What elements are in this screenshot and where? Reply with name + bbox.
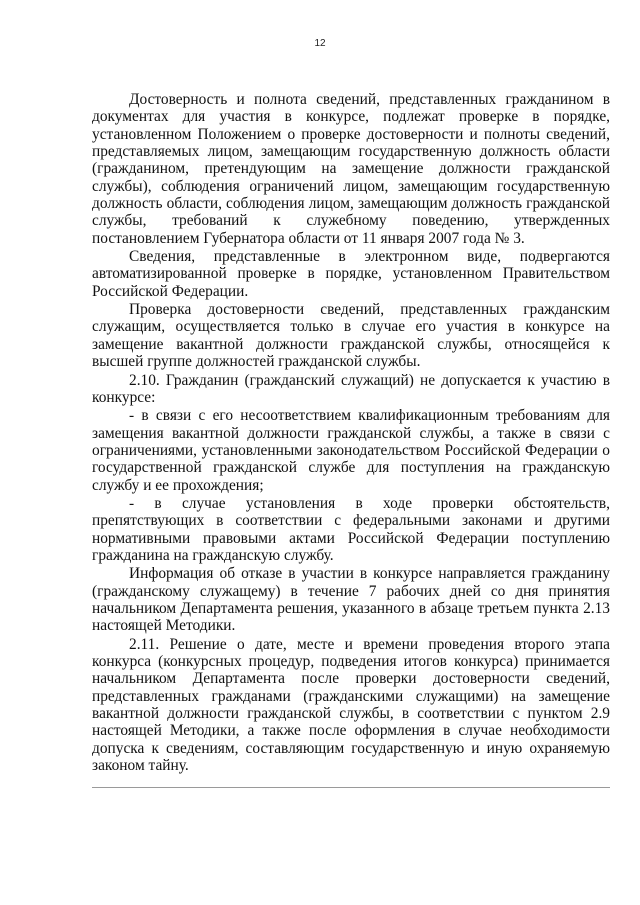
paragraph: Информация об отказе в участии в конкурсе направляется гражданину (гражданскому служащему) в течение 7 рабочих дней со дня принятия начальником Департамента решения, указанного в абзаце третьем пункта 2.13 настоящей Методики. <box>92 565 610 635</box>
list-item: - в связи с его несоответствием квалификационным требованиям для замещения вакантной должности гражданской службы, а также в связи с ограничениями, установленными законодательством Российской Федерации о государственной гражданской службе для поступления на гражданскую службу и ее прохождения; <box>92 407 610 494</box>
document-body <box>92 91 610 775</box>
paragraph-section-2-11: 2.11. Решение о дате, месте и времени проведения второго этапа конкурса (конкурсных процедур, подведения итогов конкурса) принимается начальником Департамента после проверки достоверности сведений, представленных гражданами (гражданскими служащими) на замещение вакантной должности гражданской службы, в соответствии с пунктом 2.9 настоящей Методики, а также после оформления в случае необходимости допуска к сведениям, составляющим государственную и иную охраняемую законом тайну. <box>92 635 610 775</box>
paragraph: Проверка достоверности сведений, представленных гражданским служащим, осуществляется только в случае его участия в конкурсе на замещение вакантной должности гражданской службы, относящейся к высшей группе должностей гражданской службы. <box>92 301 610 371</box>
horizontal-rule <box>92 787 610 788</box>
list-item: - в случае установления в ходе проверки обстоятельств, препятствующих в соответствии с федеральными законами и другими нормативными правовыми актами Российской Федерации поступлению гражданина на гражданскую службу. <box>92 494 610 564</box>
paragraph-section-2-10: 2.10. Гражданин (гражданский служащий) не допускается к участию в конкурсе: <box>92 371 610 406</box>
page-number: 12 <box>314 38 326 49</box>
paragraph: Достоверность и полнота сведений, представленных гражданином в документах для участия в конкурсе, подлежат проверке в порядке, установленном Положением о проверке достоверности и полноты сведений, представляемых лицом, замещающим государственную должность области (гражданином, претендующим на замещение должности гражданской службы), соблюдения ограничений лицом, замещающим государственную должность области, соблюдения лицом, замещающим должность гражданской службы, требований к служебному поведению, утвержденных постановлением Губернатора области от 11 января 2007 года № 3. <box>92 91 610 247</box>
paragraph: Сведения, представленные в электронном виде, подвергаются автоматизированной проверке в порядке, установленном Правительством Российской Федерации. <box>92 248 610 300</box>
